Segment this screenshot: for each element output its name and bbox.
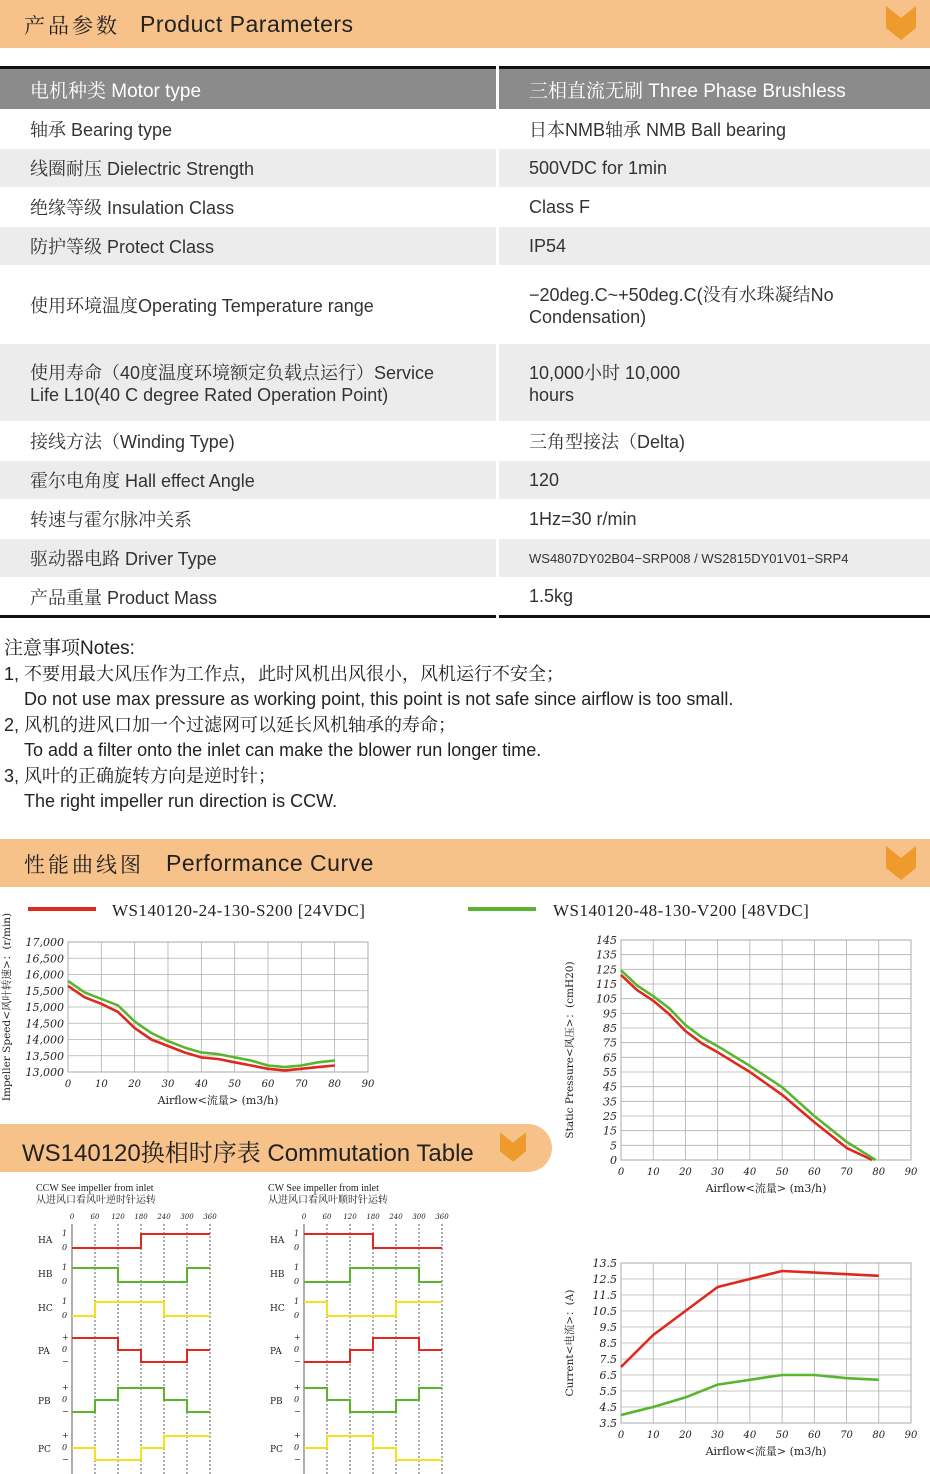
header-cell-value: 三相直流无刷 Three Phase Brushless [498, 68, 930, 110]
chevron-down-icon [886, 6, 916, 40]
angle-label: 0 [301, 1213, 307, 1221]
y-tick-label: 95 [603, 1007, 617, 1021]
level-label: 1 [62, 1229, 68, 1238]
params-title-cn: 产品参数 [24, 14, 120, 38]
angle-label: 120 [343, 1213, 357, 1221]
table-row [0, 461, 930, 500]
level-label: 0 [294, 1443, 300, 1452]
signal-label: HA [270, 1236, 285, 1246]
x-tick-label: 30 [711, 1430, 725, 1441]
y-tick-label: 15,000 [25, 1001, 64, 1014]
comm-section-header [0, 1124, 552, 1172]
signal-label: PC [38, 1445, 51, 1455]
angle-label: 360 [435, 1213, 449, 1221]
level-label: 0 [62, 1277, 68, 1286]
notes-block [4, 636, 733, 815]
perf-section-header [0, 839, 930, 887]
perf-title-en: Performance Curve [166, 850, 374, 876]
y-axis-label: Current<电流>：(A) [564, 1289, 576, 1397]
table-row [0, 422, 930, 461]
x-axis-label: Airflow<流量> (m3/h) [705, 1182, 827, 1195]
y-tick-label: 55 [603, 1066, 617, 1079]
level-label: 1 [294, 1229, 300, 1238]
cw-caption-en: CW See impeller from inlet [268, 1183, 379, 1194]
cw-caption-cn: 从进风口看风叶顺时针运转 [268, 1195, 388, 1206]
ccw-caption [36, 1183, 156, 1207]
x-tick-label: 80 [872, 1167, 886, 1178]
level-label: 1 [62, 1263, 68, 1272]
speed-chart [0, 900, 400, 1120]
level-label: 0 [294, 1277, 300, 1286]
x-axis-label: Airflow<流量> (m3/h) [157, 1094, 279, 1107]
signal-label: PA [270, 1347, 282, 1357]
chevron-down-icon [500, 1131, 526, 1163]
x-tick-label: 40 [743, 1430, 757, 1441]
x-tick-label: 60 [261, 1079, 275, 1090]
current-chart [555, 1250, 930, 1474]
y-tick-label: 25 [603, 1110, 617, 1123]
level-label: + [62, 1383, 69, 1392]
param-label: 转速与霍尔脉冲关系 [0, 500, 498, 539]
level-label: 1 [62, 1297, 68, 1306]
y-tick-label: 65 [603, 1051, 617, 1065]
x-tick-label: 20 [128, 1079, 142, 1090]
param-label: 绝缘等级 Insulation Class [0, 188, 498, 227]
level-label: 0 [294, 1395, 300, 1404]
y-tick-label: 15,500 [25, 984, 64, 998]
perf-title-cn: 性能曲线图 [24, 853, 144, 877]
level-label: 0 [62, 1311, 68, 1320]
note-2-cn: 2, 风机的进风口加一个过滤网可以延长风机轴承的寿命； [4, 714, 457, 735]
note-1-en: Do not use max pressure as working point, this point is not safe since airflow is too small. [24, 689, 734, 709]
signal-label: HC [270, 1304, 285, 1314]
level-label: 0 [62, 1395, 68, 1404]
x-tick-label: 80 [872, 1430, 886, 1441]
x-tick-label: 20 [679, 1430, 692, 1441]
chevron-down-icon [886, 846, 916, 880]
angle-label: 120 [111, 1213, 125, 1221]
signal-label: PA [38, 1347, 50, 1357]
table-row [0, 227, 930, 266]
header-cell-param: 电机种类 Motor type [0, 68, 498, 110]
table-row [0, 266, 930, 344]
level-label: + [62, 1333, 69, 1342]
plot-area [621, 940, 911, 1160]
x-tick-label: 0 [617, 1430, 625, 1441]
y-tick-label: 0 [610, 1154, 617, 1167]
legend-label-48v: WS140120-48-130-V200 [48VDC] [553, 901, 810, 920]
level-label: + [294, 1383, 301, 1392]
level-label: 0 [294, 1345, 300, 1354]
y-tick-label: 13.5 [592, 1257, 617, 1270]
table-row [0, 149, 930, 188]
param-label: 使用环境温度Operating Temperature range [0, 266, 498, 344]
waveform [304, 1338, 442, 1362]
x-tick-label: 60 [807, 1167, 821, 1178]
notes-title: 注意事项Notes: [4, 638, 135, 659]
level-label: 0 [62, 1243, 68, 1252]
y-tick-label: 13,000 [25, 1066, 64, 1079]
legend-swatch-48v [468, 907, 536, 911]
signal-label: PC [270, 1445, 283, 1455]
y-tick-label: 11.5 [592, 1289, 617, 1302]
param-value: 三角型接法（Delta) [498, 422, 930, 461]
level-label: 1 [294, 1297, 300, 1306]
param-value: 1Hz=30 r/min [498, 500, 930, 539]
signal-label: HA [38, 1236, 53, 1246]
level-label: + [62, 1431, 69, 1440]
x-tick-label: 50 [775, 1167, 789, 1178]
level-label: − [294, 1407, 301, 1416]
angle-label: 300 [180, 1213, 194, 1221]
y-tick-label: 14,500 [25, 1017, 64, 1031]
param-label: 驱动器电路 Driver Type [0, 539, 498, 578]
table-row [0, 500, 930, 539]
x-tick-label: 50 [775, 1430, 789, 1441]
param-label: 防护等级 Protect Class [0, 227, 498, 266]
y-tick-label: 14,000 [25, 1033, 64, 1047]
y-tick-label: 125 [596, 963, 617, 977]
x-tick-label: 70 [294, 1079, 308, 1090]
y-tick-label: 7.5 [599, 1353, 617, 1366]
y-tick-label: 45 [603, 1080, 617, 1094]
param-value: 日本NMB轴承 NMB Ball bearing [498, 110, 930, 149]
signal-label: PB [38, 1397, 51, 1407]
x-axis-label: Airflow<流量> (m3/h) [705, 1445, 827, 1458]
note-3-cn: 3, 风叶的正确旋转方向是逆时针； [4, 765, 277, 786]
level-label: 1 [294, 1263, 300, 1272]
table-header-row [0, 68, 930, 110]
y-axis-label: Static Pressure<风压>：(cmH20) [564, 961, 576, 1139]
y-tick-label: 16,500 [25, 952, 64, 966]
x-tick-label: 0 [64, 1079, 72, 1090]
x-tick-label: 90 [904, 1430, 918, 1441]
level-label: 0 [294, 1311, 300, 1320]
note-2-en: To add a filter onto the inlet can make the blower run longer time. [24, 740, 542, 760]
y-tick-label: 13,500 [25, 1049, 64, 1063]
waveform [304, 1234, 442, 1248]
param-value: 10,000小时 10,000 hours [498, 344, 930, 422]
signal-label: HB [38, 1270, 53, 1280]
y-tick-label: 9.5 [599, 1321, 617, 1334]
x-tick-label: 30 [161, 1079, 175, 1090]
y-tick-label: 8.5 [599, 1337, 617, 1350]
param-value: 500VDC for 1min [498, 149, 930, 188]
angle-label: 300 [412, 1213, 426, 1221]
waveform [304, 1268, 442, 1282]
comm-title: WS140120换相时序表 Commutation Table [22, 1140, 474, 1167]
pressure-chart [555, 925, 930, 1215]
ccw-caption-cn: 从进风口看风叶逆时针运转 [36, 1195, 156, 1206]
y-tick-label: 10.5 [592, 1305, 617, 1318]
level-label: + [294, 1333, 301, 1342]
level-label: − [294, 1455, 301, 1464]
level-label: − [294, 1357, 301, 1366]
angle-label: 180 [134, 1213, 148, 1221]
x-tick-label: 10 [94, 1079, 108, 1090]
x-tick-label: 30 [711, 1167, 725, 1178]
level-label: − [62, 1407, 69, 1416]
y-tick-label: 135 [596, 948, 617, 962]
param-value: 1.5kg [498, 578, 930, 617]
param-value: Class F [498, 188, 930, 227]
params-title-en: Product Parameters [140, 11, 354, 37]
y-tick-label: 4.5 [599, 1401, 617, 1414]
param-label: 线圈耐压 Dielectric Strength [0, 149, 498, 188]
y-tick-label: 85 [603, 1022, 617, 1035]
y-tick-label: 5.5 [599, 1385, 617, 1398]
legend-label-24v: WS140120-24-130-S200 [24VDC] [112, 901, 366, 920]
level-label: 0 [62, 1345, 68, 1354]
table-row [0, 578, 930, 617]
param-label: 接线方法（Winding Type) [0, 422, 498, 461]
x-tick-label: 40 [194, 1079, 208, 1090]
signal-label: HC [38, 1304, 53, 1314]
signal-label: HB [270, 1270, 285, 1280]
ccw-caption-en: CCW See impeller from inlet [36, 1183, 154, 1194]
y-tick-label: 6.5 [599, 1369, 617, 1382]
level-label: 0 [294, 1243, 300, 1252]
waveform [72, 1268, 210, 1282]
x-tick-label: 10 [646, 1167, 660, 1178]
param-label: 使用寿命（40度温度环境额定负载点运行）Service Life L10(40 C degree Rated Operation Point) [0, 344, 498, 422]
table-row [0, 110, 930, 149]
y-tick-label: 16,000 [25, 968, 64, 982]
x-tick-label: 40 [743, 1167, 757, 1178]
y-tick-label: 15 [603, 1124, 617, 1138]
cw-timing-diagram [262, 1208, 462, 1474]
angle-label: 360 [203, 1213, 217, 1221]
waveform [72, 1234, 210, 1248]
x-tick-label: 90 [904, 1167, 918, 1178]
y-tick-label: 105 [596, 992, 617, 1006]
y-axis-label: Impeller Speed<风叶转速>：(r/min) [1, 912, 13, 1102]
angle-label: 180 [366, 1213, 380, 1221]
angle-label: 240 [157, 1213, 171, 1221]
x-tick-label: 60 [807, 1430, 821, 1441]
param-label: 产品重量 Product Mass [0, 578, 498, 617]
angle-label: 0 [69, 1213, 75, 1221]
angle-label: 60 [322, 1213, 332, 1221]
table-row [0, 188, 930, 227]
cw-caption [268, 1183, 388, 1207]
x-tick-label: 0 [617, 1167, 625, 1178]
waveform [72, 1436, 210, 1460]
angle-label: 240 [389, 1213, 403, 1221]
ccw-timing-diagram [30, 1208, 230, 1474]
y-tick-label: 35 [603, 1095, 617, 1109]
x-tick-label: 10 [646, 1430, 660, 1441]
x-tick-label: 70 [840, 1430, 853, 1441]
param-value: −20deg.C~+50deg.C(没有水珠凝结No Condensation) [498, 266, 930, 344]
table-row [0, 344, 930, 422]
y-tick-label: 12.5 [592, 1273, 617, 1286]
x-tick-label: 90 [361, 1079, 375, 1090]
x-tick-label: 70 [840, 1167, 853, 1178]
param-label: 霍尔电角度 Hall effect Angle [0, 461, 498, 500]
level-label: − [62, 1455, 69, 1464]
params-section-header [0, 0, 930, 48]
level-label: 0 [62, 1443, 68, 1452]
signal-label: PB [270, 1397, 283, 1407]
y-tick-label: 145 [596, 934, 617, 947]
angle-label: 60 [90, 1213, 100, 1221]
param-value: WS4807DY02B04−SRP008 / WS2815DY01V01−SRP4 [498, 539, 930, 578]
parameters-table [0, 66, 930, 618]
y-tick-label: 17,000 [25, 936, 64, 949]
x-tick-label: 80 [328, 1079, 342, 1090]
y-tick-label: 5 [610, 1139, 617, 1153]
x-tick-label: 20 [679, 1167, 692, 1178]
note-1-cn: 1, 不要用最大风压作为工作点，此时风机出风很小，风机运行不安全； [4, 663, 565, 684]
param-value: IP54 [498, 227, 930, 266]
param-label: 轴承 Bearing type [0, 110, 498, 149]
table-row [0, 539, 930, 578]
level-label: + [294, 1431, 301, 1440]
level-label: − [62, 1357, 69, 1366]
note-3-en: The right impeller run direction is CCW. [24, 791, 338, 811]
y-tick-label: 115 [596, 978, 617, 991]
param-value: 120 [498, 461, 930, 500]
y-tick-label: 3.5 [599, 1417, 617, 1430]
x-tick-label: 50 [228, 1079, 242, 1090]
y-tick-label: 75 [603, 1036, 617, 1050]
